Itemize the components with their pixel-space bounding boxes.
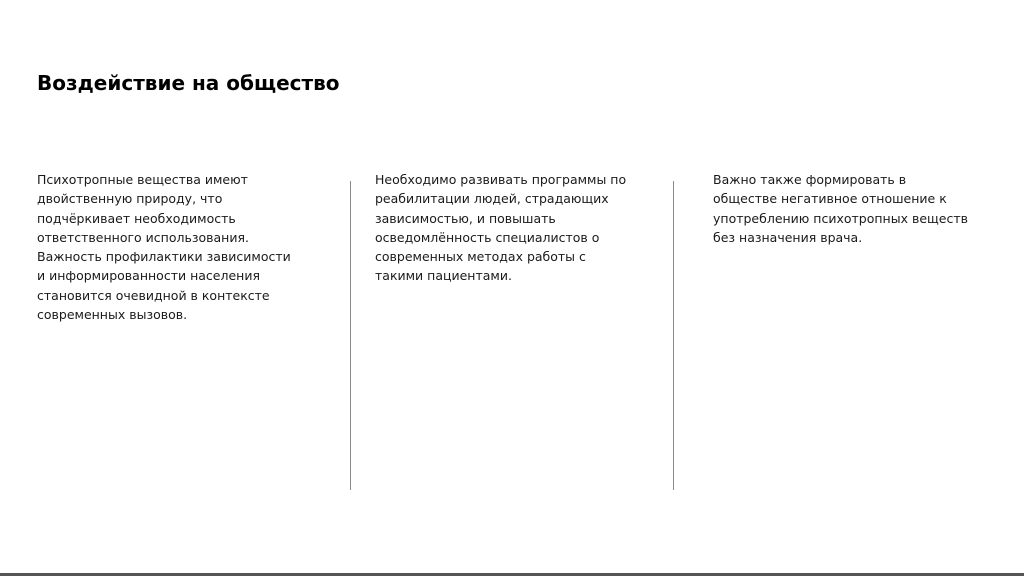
text-line: зависимостью, и повышать <box>375 210 556 226</box>
text-line: двойственную природу, что <box>37 191 223 207</box>
text-line: обществе негативное отношение к <box>713 191 947 207</box>
text-column-3 <box>713 170 988 247</box>
column-divider-1 <box>350 181 351 490</box>
text-line: становится очевидной в контексте <box>37 287 270 303</box>
text-line: Важность профилактики зависимости <box>37 249 291 265</box>
column-divider-2 <box>673 181 674 490</box>
text-column-2 <box>375 170 645 286</box>
text-line: современных вызовов. <box>37 307 188 323</box>
text-line: и информированности населения <box>37 268 260 284</box>
text-line: употреблению психотропных веществ <box>713 210 969 226</box>
text-column-1 <box>37 170 307 324</box>
text-line: осведомлённость специалистов о <box>375 229 600 245</box>
text-line: такими пациентами. <box>375 268 512 284</box>
text-line: Психотропные вещества имеют <box>37 172 248 187</box>
text-line: Важно также формировать в <box>713 172 907 187</box>
slide-title: Воздействие на общество <box>37 71 340 95</box>
text-line: реабилитации людей, страдающих <box>375 191 609 207</box>
text-line: современных методах работы с <box>375 249 586 265</box>
text-line: ответственного использования. <box>37 229 249 245</box>
text-line: подчёркивает необходимость <box>37 210 236 226</box>
text-line: без назначения врача. <box>713 229 863 245</box>
text-line: Необходимо развивать программы по <box>375 172 627 187</box>
